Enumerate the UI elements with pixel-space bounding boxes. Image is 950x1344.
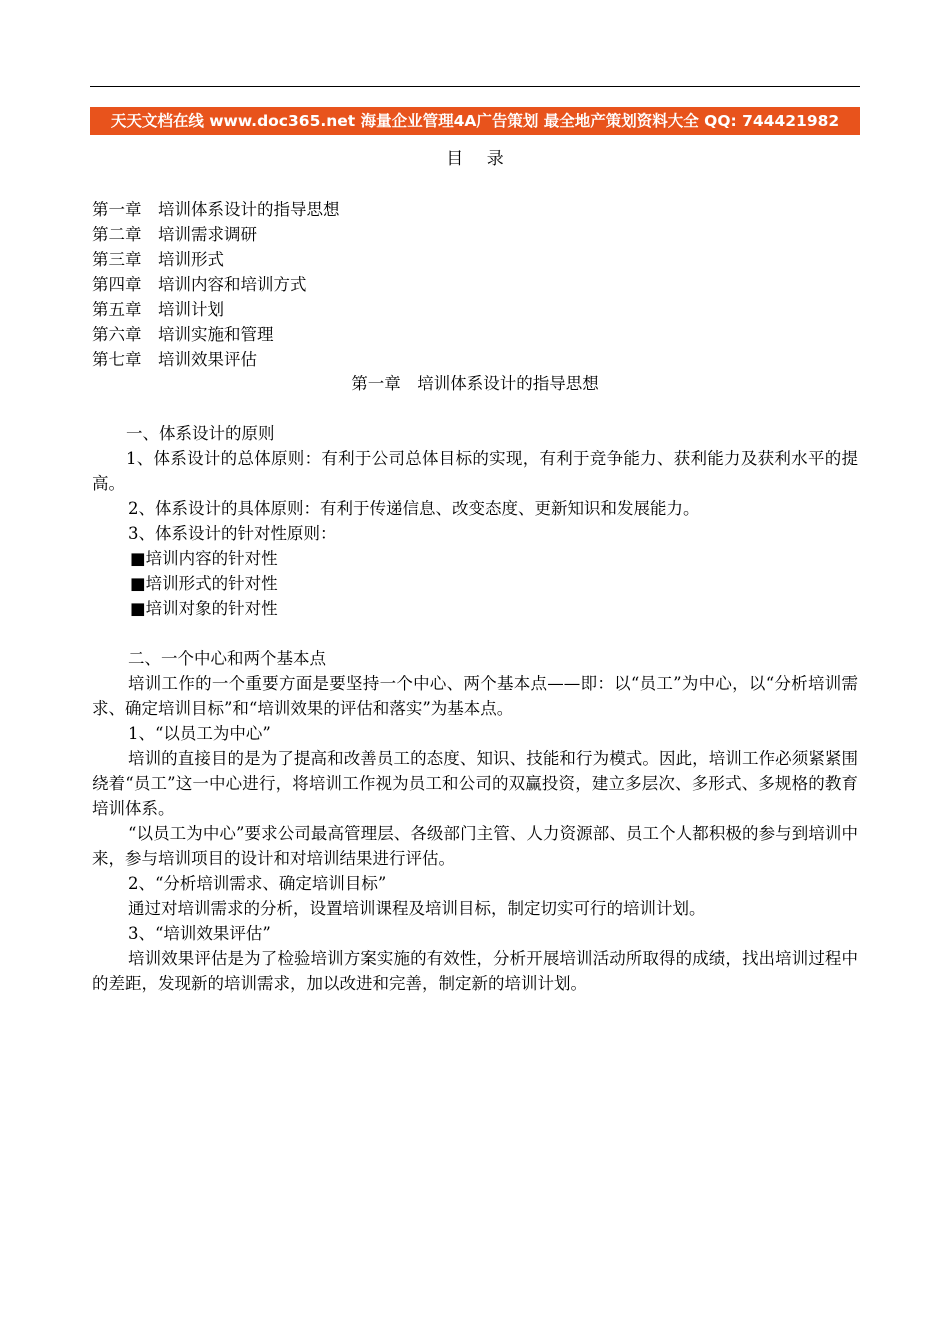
toc-item: 第六章 培训实施和管理 bbox=[92, 325, 274, 344]
toc-item: 第三章 培训形式 bbox=[92, 250, 224, 269]
chapter-heading: 第一章 培训体系设计的指导思想 bbox=[351, 374, 599, 393]
toc-item: 第二章 培训需求调研 bbox=[92, 225, 257, 244]
toc-item: 第五章 培训计划 bbox=[92, 300, 224, 319]
toc-item: 第四章 培训内容和培训方式 bbox=[92, 275, 307, 294]
section-title: 二、一个中心和两个基本点 bbox=[128, 649, 326, 668]
paragraph: 培训工作的一个重要方面是要坚持一个中心、两个基本点——即：以“员工”为中心，以“分析培训需求、确定培训目标”和“培训效果的评估和落实”为基本点。 bbox=[92, 674, 858, 718]
paragraph: 培训效果评估是为了检验培训方案实施的有效性，分析开展培训活动所取得的成绩，找出培训过程中的差距，发现新的培训需求，加以改进和完善，制定新的培训计划。 bbox=[92, 949, 858, 993]
toc-item: 第七章 培训效果评估 bbox=[92, 350, 257, 369]
paragraph: 3、体系设计的针对性原则： bbox=[128, 524, 337, 543]
header-rule bbox=[90, 86, 860, 87]
section-title: 一、体系设计的原则 bbox=[126, 424, 275, 443]
paragraph: 1、体系设计的总体原则：有利于公司总体目标的实现，有利于竞争能力、获利能力及获利水平的提高。 bbox=[92, 449, 858, 493]
bullet-item: ■培训形式的针对性 bbox=[130, 574, 278, 593]
chapter-body bbox=[92, 421, 858, 996]
bullet-item: ■培训对象的针对性 bbox=[130, 599, 278, 618]
toc-title: 目 录 bbox=[446, 149, 504, 169]
paragraph: 2、体系设计的具体原则：有利于传递信息、改变态度、更新知识和发展能力。 bbox=[128, 499, 700, 518]
table-of-contents bbox=[92, 197, 340, 372]
paragraph: “以员工为中心”要求公司最高管理层、各级部门主管、人力资源部、员工个人都积极的参与到培训中来，参与培训项目的设计和对培训结果进行评估。 bbox=[92, 824, 858, 868]
toc-item: 第一章 培训体系设计的指导思想 bbox=[92, 200, 340, 219]
header-banner: 天天文档在线 www.doc365.net 海量企业管理4A广告策划 最全地产策划资料大全 QQ: 744421982 bbox=[90, 107, 860, 135]
paragraph: 培训的直接目的是为了提高和改善员工的态度、知识、技能和行为模式。因此，培训工作必须紧紧围绕着“员工”这一中心进行，将培训工作视为员工和公司的双赢投资，建立多层次、多形式、多规格的教育培训体系。 bbox=[92, 749, 858, 818]
subsection-title: 1、“以员工为中心” bbox=[128, 724, 271, 743]
paragraph: 通过对培训需求的分析，设置培训课程及培训目标，制定切实可行的培训计划。 bbox=[128, 899, 706, 918]
spacer bbox=[92, 621, 858, 646]
subsection-title: 3、“培训效果评估” bbox=[128, 924, 271, 943]
subsection-title: 2、“分析培训需求、确定培训目标” bbox=[128, 874, 387, 893]
bullet-item: ■培训内容的针对性 bbox=[130, 549, 278, 568]
